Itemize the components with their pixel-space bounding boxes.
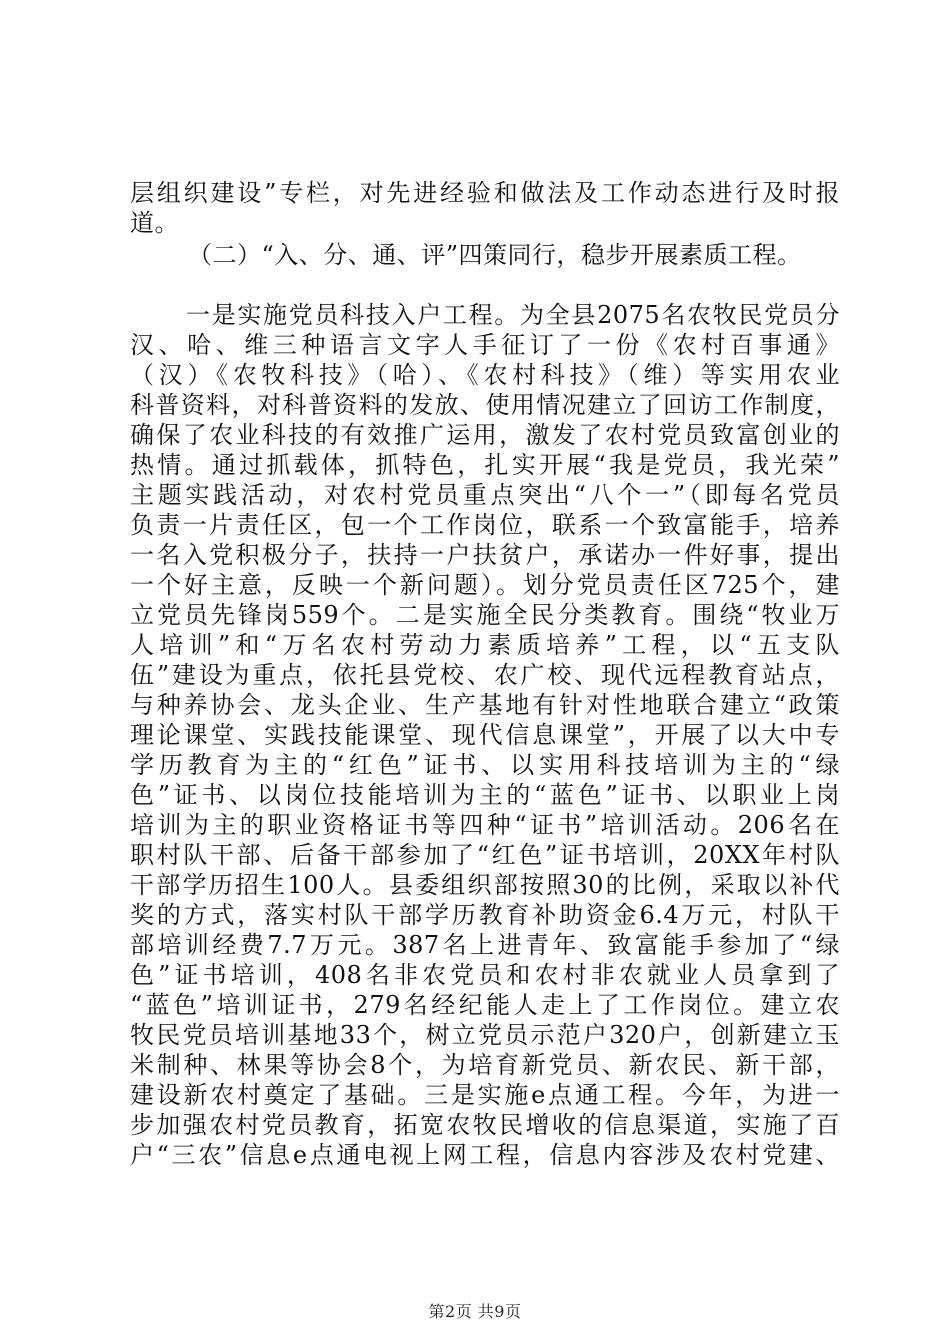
text-line: 道。 [130, 209, 179, 237]
paragraph-top [130, 178, 840, 238]
page-footer: 第2页 共9页 [428, 1302, 522, 1321]
text-line: 步加强农村党员教育，拓宽农牧民增收的信息渠道，实施了百 [130, 1111, 840, 1139]
paragraph-main [130, 300, 840, 1170]
text-line: 立党员先锋岗559个。二是实施全民分类教育。围绕“牧业万 [130, 601, 840, 629]
text-line: 建设新农村奠定了基础。三是实施e点通工程。今年，为进一 [130, 1081, 840, 1109]
text-line: “蓝色”培训证书，279名经纪能人走上了工作岗位。建立农 [130, 991, 840, 1019]
text-line: 确保了农业科技的有效推广运用，激发了农村党员致富创业的 [130, 421, 840, 449]
text-line: 汉、哈、维三种语言文字人手征订了一份《农村百事通》 [130, 331, 840, 359]
text-line: 色”证书培训，408名非农党员和农村非农就业人员拿到了 [130, 961, 840, 989]
text-line: 一名入党积极分子，扶持一户扶贫户，承诺办一件好事，提出 [130, 541, 840, 569]
text-line: 干部学历招生100人。县委组织部按照30的比例，采取以补代 [130, 871, 840, 899]
text-line: 部培训经费7.7万元。387名上进青年、致富能手参加了“绿 [130, 931, 840, 959]
text-line: 热情。通过抓载体，抓特色，扎实开展“我是党员，我光荣” [130, 451, 840, 479]
heading-text: （二）“入、分、通、评”四策同行，稳步开展素质工程。 [188, 241, 802, 269]
text-line: 米制种、林果等协会8个，为培育新党员、新农民、新干部， [130, 1051, 840, 1079]
text-line: 职村队干部、后备干部参加了“红色”证书培训，20XX年村队 [130, 841, 840, 869]
text-line: 培训为主的职业资格证书等四种“证书”培训活动。206名在 [130, 811, 840, 839]
text-line: 一是实施党员科技入户工程。为全县2075名农牧民党员分 [186, 301, 840, 329]
text-line: 一个好主意，反映一个新问题）。划分党员责任区725个，建 [130, 571, 840, 599]
text-line: 主题实践活动，对农村党员重点突出“八个一”（即每名党员 [130, 481, 840, 509]
text-line: 户“三农”信息e点通电视上网工程，信息内容涉及农村党建、 [130, 1141, 840, 1169]
text-line: （汉）《农牧科技》（哈）、《农村科技》（维）等实用农业 [130, 361, 840, 389]
text-line: 负责一片责任区，包一个工作岗位，联系一个致富能手，培养 [130, 511, 840, 539]
section-heading [130, 240, 840, 270]
text-line: 牧民党员培训基地33个，树立党员示范户320户，创新建立玉 [130, 1021, 840, 1049]
text-line: 层组织建设”专栏，对先进经验和做法及工作动态进行及时报 [130, 179, 840, 207]
text-line: 与种养协会、龙头企业、生产基地有针对性地联合建立“政策 [130, 691, 840, 719]
text-line: 伍”建设为重点，依托县党校、农广校、现代远程教育站点， [130, 661, 840, 689]
text-line: 色”证书、以岗位技能培训为主的“蓝色”证书、以职业上岗 [130, 781, 840, 809]
text-line: 人培训”和“万名农村劳动力素质培养”工程，以“五支队 [130, 631, 840, 659]
text-line: 奖的方式，落实村队干部学历教育补助资金6.4万元，村队干 [130, 901, 840, 929]
text-line: 理论课堂、实践技能课堂、现代信息课堂”，开展了以大中专 [130, 721, 840, 749]
text-line: 科普资料，对科普资料的发放、使用情况建立了回访工作制度， [130, 391, 840, 419]
text-line: 学历教育为主的“红色”证书、以实用科技培训为主的“绿 [130, 751, 840, 779]
